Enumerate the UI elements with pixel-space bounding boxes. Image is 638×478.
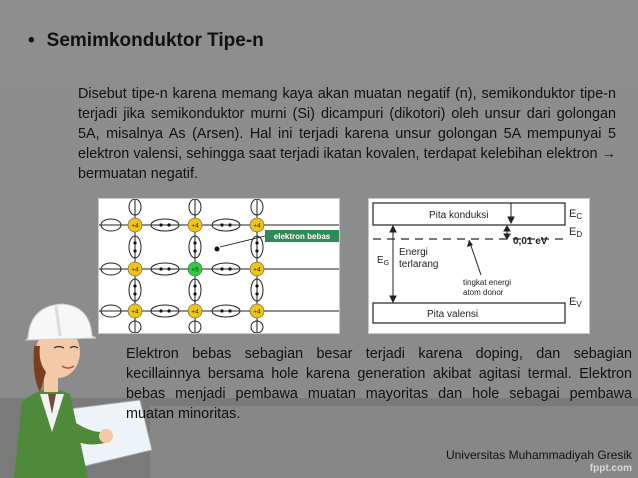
atom-label: +4: [253, 308, 261, 316]
ec-label: EC: [569, 208, 583, 221]
slide-title: [28, 30, 264, 52]
atom-label: +4: [131, 308, 139, 316]
donor-energy-arrow: [504, 226, 510, 239]
atom-label: +4: [191, 222, 199, 230]
conduction-band-label: Pita konduksi: [429, 210, 489, 221]
donor-label-1: tingkat energi: [463, 278, 512, 287]
eg-label: $E_G$: [377, 255, 390, 267]
band-gap-arrow: [390, 226, 396, 302]
footer-institution: Universitas Muhammadiyah Gresik: [445, 448, 632, 462]
valence-band-label: Pita valensi: [427, 309, 479, 320]
donor-energy-label: 0,01 eV: [513, 236, 548, 247]
gap-label-2: terlarang: [399, 259, 439, 270]
energy-band-figure: [368, 198, 590, 334]
title-text: Semimkonduktor Tipe-n: [46, 30, 264, 51]
atom-label: +4: [131, 266, 139, 274]
atom-label: +4: [131, 222, 139, 230]
band-svg: [369, 199, 589, 333]
explanation-paragraph: Elektron bebas sebagian besar terjadi karena doping, dan sebagian kecillainnya bersama hole karena generation akibat agitasi termal. Elektron bebas menjadi pembawa muatan mayoritas dan hole sebagai pembawa muatan minoritas.: [126, 346, 632, 422]
free-electron-dot: [215, 247, 220, 252]
intro-paragraph: Disebut tipe-n karena memang kaya akan muatan negatif (n), semikonduktor tipe-n terjadi jika semikonduktor murni (Si) dicampuri (dikotori) oleh unsur dari golongan 5A, misalnya As (Arsen). Hal ini terjadi karena unsur golongan 5A mempunyai 5 elektron valensi, sehingga saat terjadi ikatan kovalen, terdapat kelebihan elektron → bermuatan negatif.: [78, 86, 616, 182]
atom-label: +4: [253, 222, 261, 230]
donor-label-2: atom donor: [463, 288, 504, 297]
atom-label: +4: [253, 266, 261, 274]
free-electron-pointer: [220, 236, 265, 247]
dopant-label: +5: [191, 266, 199, 274]
bullet-icon: •: [28, 30, 35, 51]
ed-label: ED: [569, 226, 583, 239]
free-electron-label: elektron bebas: [273, 232, 331, 241]
gap-label-1: Energi: [399, 247, 428, 258]
atom-label: +4: [191, 308, 199, 316]
donor-pointer-head: [467, 240, 473, 247]
watermark: fppt.com: [589, 463, 632, 474]
ev-label: EV: [569, 296, 582, 309]
